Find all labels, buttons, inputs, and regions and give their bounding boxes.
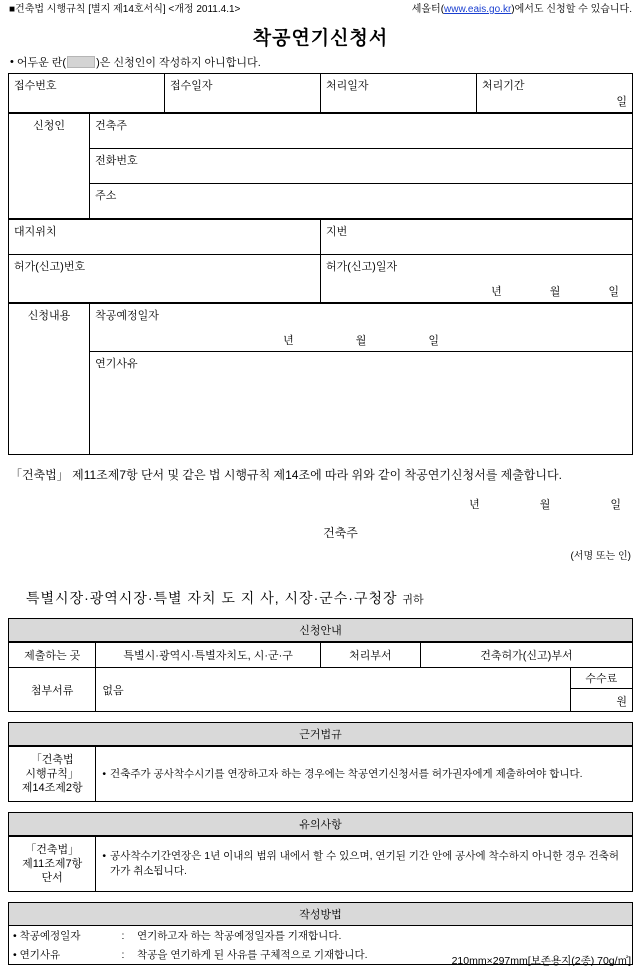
form-reference: ■건축법 시행규칙 [별지 제14호서식] <개정 2011.4.1>	[9, 4, 241, 15]
addressee	[26, 588, 633, 608]
document-header	[8, 4, 633, 17]
attachment-label: 첨부서류	[9, 668, 96, 712]
online-notice-suffix: )에서도 신청할 수 있습니다.	[511, 4, 632, 15]
caution-text-cell	[96, 837, 633, 892]
reason-cell[interactable]	[90, 352, 633, 455]
attachment-value: 없음	[96, 668, 570, 712]
eais-link[interactable]: www.eais.go.kr	[444, 4, 512, 15]
law-text-cell	[96, 747, 633, 802]
table-row	[9, 643, 633, 668]
sign-month: 월	[539, 499, 551, 511]
signature-note: (서명 또는 인)	[570, 551, 631, 562]
law-text: 건축주가 공사착수시기를 연장하고자 하는 경우에는 착공연기신청서를 허가권자에게 제출하여야 합니다.	[110, 767, 583, 780]
site-lot-label: 지번	[326, 226, 348, 238]
method-key-text-1: 연기사유	[19, 949, 61, 961]
receipt-no-label: 접수번호	[14, 80, 57, 92]
process-term-label: 처리기간	[482, 80, 525, 92]
start-date-label: 착공예정일자	[95, 310, 159, 322]
note-bullet: •	[10, 56, 14, 68]
caution-bar-title: 유의사항	[8, 812, 633, 836]
permit-date-ymd	[326, 283, 627, 299]
legal-statement: 「건축법」 제11조제7항 단서 및 같은 법 시행규칙 제14조에 따라 위와 같이 착공연기신청서를 제출합니다.	[10, 468, 562, 482]
method-colon-1: :	[121, 948, 125, 961]
applicant-label: 신청인	[9, 114, 90, 219]
submit-place-value: 특별시·광역시·특별자치도, 시·군·구	[96, 643, 321, 668]
content-label: 신청내용	[9, 304, 90, 455]
note-text-after: )은 신청인이 작성하지 아니합니다.	[96, 57, 261, 69]
table-row	[9, 304, 633, 352]
start-date-day: 일	[428, 335, 440, 347]
paper-spec-footer: 210mm×297mm[보존용지(2종) 70g/㎡]	[451, 955, 631, 967]
guide-section	[8, 618, 633, 712]
table-row	[9, 184, 633, 219]
addressee-main: 특별시장·광역시장·특별 자치 도 지 사, 시장·군수·구청장	[26, 590, 398, 606]
table-row	[9, 837, 633, 892]
method-text-0: 연기하고자 하는 착공예정일자를 기재합니다.	[137, 930, 342, 942]
fee-unit: 원	[616, 696, 627, 708]
caution-bullet: •	[102, 850, 107, 862]
site-location-cell[interactable]	[9, 220, 321, 255]
receipt-date-cell[interactable]	[165, 74, 321, 113]
shaded-sample-box	[67, 56, 95, 68]
law-bullet: •	[102, 767, 107, 780]
reason-label: 연기사유	[95, 358, 138, 370]
permit-date-year: 년	[491, 286, 502, 298]
caution-key-line2: 제11조제7항	[22, 858, 83, 870]
process-date-label: 처리일자	[326, 80, 369, 92]
caution-key-cell	[9, 837, 96, 892]
method-colon-0: :	[121, 929, 125, 942]
table-row	[9, 220, 633, 255]
online-notice	[412, 4, 632, 16]
permit-date-label: 허가(신고)일자	[326, 261, 398, 273]
fee-cell	[570, 668, 632, 712]
receipt-date-label: 접수일자	[170, 80, 213, 92]
method-key-1	[9, 945, 114, 965]
applicant-owner-cell[interactable]	[90, 114, 633, 149]
table-row	[9, 255, 633, 303]
process-term-cell	[477, 74, 633, 113]
method-bullet-0: •	[13, 930, 17, 942]
site-lot-cell[interactable]	[321, 220, 633, 255]
guide-table	[8, 642, 633, 712]
permit-date-month: 월	[549, 286, 561, 298]
caution-key-line3: 단서	[41, 872, 63, 884]
table-row	[9, 926, 633, 945]
caution-table	[8, 836, 633, 892]
law-key-cell	[9, 747, 96, 802]
receipt-table	[8, 73, 633, 113]
table-row	[9, 352, 633, 455]
permit-date-cell[interactable]	[321, 255, 633, 303]
permit-no-cell[interactable]	[9, 255, 321, 303]
caution-key-line1: 「건축법」	[25, 844, 80, 856]
start-date-month: 월	[355, 335, 367, 347]
applicant-table	[8, 113, 633, 219]
start-date-year: 년	[283, 335, 294, 347]
method-key-text-0: 착공예정일자	[19, 930, 81, 942]
process-dept-label: 처리부서	[321, 643, 421, 668]
submit-place-label: 제출하는 곳	[9, 643, 96, 668]
guide-bar-title: 신청안내	[8, 618, 633, 642]
caution-text-line	[102, 849, 626, 879]
table-row	[9, 114, 633, 149]
fee-label: 수수료	[571, 668, 632, 689]
start-date-cell[interactable]	[90, 304, 633, 352]
signature-applicant-row	[8, 524, 633, 541]
signature-applicant-label: 건축주	[323, 526, 358, 540]
shaded-field-note	[10, 54, 633, 70]
note-text-before: 어두운 란(	[16, 57, 67, 69]
table-row	[9, 747, 633, 802]
law-bar-title: 근거법규	[8, 722, 633, 746]
law-text-line	[102, 767, 626, 782]
applicant-address-cell[interactable]	[90, 184, 633, 219]
caution-text: 공사착수기간연장은 1년 이내의 범위 내에서 할 수 있으며, 연기된 기간 안에 공사에 착수하지 아니한 경우 건축허가가 취소됩니다.	[110, 850, 619, 877]
site-table	[8, 219, 633, 303]
method-text-1: 착공을 연기하게 된 사유를 구체적으로 기재합니다.	[137, 949, 368, 961]
start-date-ymd	[95, 332, 627, 348]
applicant-phone-cell[interactable]	[90, 149, 633, 184]
law-table	[8, 746, 633, 802]
table-row	[9, 149, 633, 184]
law-key-line2: 시행규칙」	[25, 768, 79, 780]
content-table	[8, 303, 633, 455]
permit-date-day: 일	[608, 286, 619, 298]
applicant-phone-label: 전화번호	[95, 155, 138, 167]
method-bullet-1: •	[13, 949, 17, 961]
table-row	[9, 74, 633, 113]
addressee-suffix: 귀하	[402, 594, 424, 606]
law-key-line3: 제14조제2항	[21, 782, 83, 794]
process-dept-value: 건축허가(신고)부서	[420, 643, 632, 668]
table-row	[9, 668, 633, 712]
caution-section	[8, 812, 633, 892]
page-title: 착공연기신청서	[252, 28, 389, 49]
permit-no-label: 허가(신고)번호	[14, 261, 86, 273]
online-notice-prefix: 세올터(	[411, 4, 445, 15]
law-key-line1: 「건축법	[30, 754, 74, 766]
process-date-cell[interactable]	[321, 74, 477, 113]
method-bar-title: 작성방법	[8, 902, 633, 926]
signature-date	[8, 496, 621, 512]
applicant-owner-label: 건축주	[95, 120, 127, 132]
receipt-no-cell[interactable]	[9, 74, 165, 113]
method-key-0	[9, 926, 114, 945]
sign-day: 일	[610, 499, 621, 511]
process-term-unit: 일	[616, 96, 627, 108]
applicant-address-label: 주소	[95, 190, 117, 202]
sign-year: 년	[469, 499, 480, 511]
site-location-label: 대지위치	[14, 226, 57, 238]
law-section	[8, 722, 633, 802]
